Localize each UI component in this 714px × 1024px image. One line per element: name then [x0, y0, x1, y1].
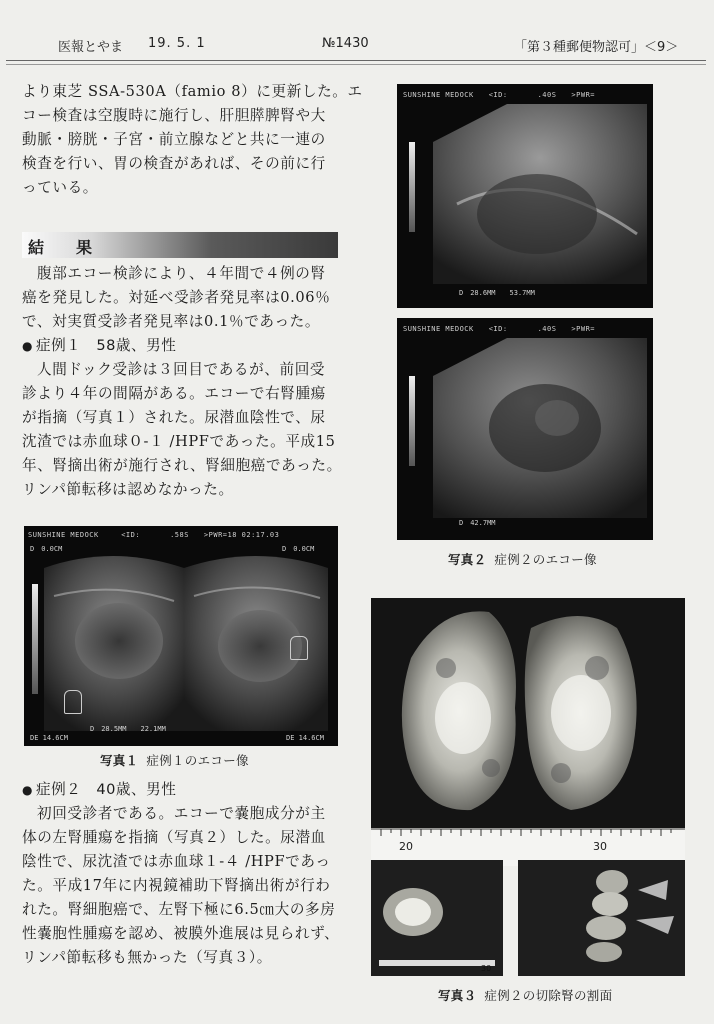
depth-extent-label: DE 14.6CM: [30, 734, 68, 742]
case1-heading: ● 症例１ 58歳、男性: [22, 337, 177, 354]
results-and-case1: [22, 262, 344, 502]
case2-line: リンパ節転移も無かった（写真３）。: [22, 949, 272, 966]
photo1-ultrasound: [24, 526, 338, 746]
intro-paragraph: [22, 80, 363, 200]
ruler-label-20: 20: [399, 840, 413, 853]
depth-extent-label: DE 14.6CM: [286, 734, 324, 742]
measurement-label: D 28.6MM 53.7MM: [459, 289, 535, 297]
case1-line: リンパ節転移は認めなかった。: [22, 481, 234, 498]
page-header: [0, 28, 714, 56]
grayscale-bar: [409, 142, 415, 232]
case2-line: れた。腎細胞癌で、左腎下極に6.5㎝大の多房: [22, 901, 336, 918]
intro-line: っている。: [22, 179, 98, 196]
depth-label: D 0.0CM: [282, 545, 315, 553]
photo2-caption: 写真２ 症例２のエコー像: [448, 552, 597, 567]
case2-line: た。平成17年に内視鏡補助下腎摘出術が行わ: [22, 877, 331, 894]
depth-label: D 0.0CM: [30, 545, 63, 553]
kidney-slices: [518, 860, 685, 976]
case1-line: 診より４年の間隔がある。エコーで右腎腫瘍: [22, 385, 326, 402]
results-line: で、対実質受診者発見率は0.1％であった。: [22, 313, 321, 330]
intro-line: 動脈・膀胱・子宮・前立腺などと共に一連の: [22, 131, 326, 148]
photo2-ultrasound-upper: [397, 84, 653, 308]
measurement-label: D 42.7MM: [459, 519, 496, 527]
case2-line: 初回受診者である。エコーで嚢胞成分が主: [37, 805, 326, 822]
body-marker-icon: [64, 690, 82, 714]
case2: [22, 778, 344, 970]
kidney-slice: [371, 860, 503, 976]
grayscale-bar: [409, 376, 415, 466]
case2-heading: ● 症例２ 40歳、男性: [22, 781, 177, 798]
intro-line: コー検査は空腹時に施行し、肝胆膵脾腎や大: [22, 107, 326, 124]
ultrasound-image: [397, 84, 653, 308]
photo3-slice-left: [371, 860, 503, 976]
results-line: 腹部エコー検診により、４年間で４例の腎: [37, 265, 326, 282]
measurement-label: D 28.5MM 22.1MM: [90, 725, 166, 733]
ruler-label-30: 30: [481, 964, 492, 973]
case2-line: 性嚢胞性腫瘍を認め、被膜外進展は見られず、: [22, 925, 340, 942]
body-marker-icon: [290, 636, 308, 660]
issue-date: 19. 5. 1: [148, 36, 206, 51]
case1-line: が指摘（写真１）された。尿潜血陰性で、尿: [22, 409, 326, 426]
case1-line: 人間ドック受診は３回目であるが、前回受: [37, 361, 326, 378]
intro-line: より東芝 SSA-530A（famio 8）に更新した。エ: [22, 83, 363, 100]
photo2-ultrasound-lower: [397, 318, 653, 540]
postal-certification: 「第３種郵便物認可」＜9＞: [514, 40, 679, 55]
results-heading-bar: [22, 232, 338, 258]
ultrasound-image: [397, 318, 653, 540]
ultrasound-header-text: SUNSHINE MEDOCK <ID: .40S >PWR=: [403, 325, 596, 333]
results-heading: 結 果: [28, 238, 101, 257]
header-rule: [6, 60, 706, 65]
results-line: 癌を発見した。対延べ受診者発見率は0.06％: [22, 289, 331, 306]
intro-line: 検査を行い、胃の検査があれば、その前に行: [22, 155, 326, 172]
case2-line: 体の左腎腫瘍を指摘（写真２）した。尿潜血: [22, 829, 326, 846]
photo3-kidney-section: [371, 598, 685, 828]
case2-line: 陰性で、尿沈渣では赤血球１‐４ /HPFであっ: [22, 853, 331, 870]
ultrasound-header-text: SUNSHINE MEDOCK <ID: .58S >PWR=18 02:17.03: [28, 531, 280, 539]
ultrasound-header-text: SUNSHINE MEDOCK <ID: .40S >PWR=: [403, 91, 596, 99]
case1-line: 沈渣では赤血球０‐１ /HPFであった。平成15: [22, 433, 336, 450]
grayscale-bar: [32, 584, 38, 694]
kidney-photo: [371, 598, 685, 828]
publication-name: 医報とやま: [58, 40, 124, 55]
issue-number: №1430: [322, 36, 369, 51]
case1-line: 年、腎摘出術が施行され、腎細胞癌であった。: [22, 457, 342, 474]
photo1-caption: 写真１ 症例１のエコー像: [100, 753, 249, 768]
photo3-caption: 写真３ 症例２の切除腎の割面: [438, 988, 613, 1003]
photo3-slice-right: [518, 860, 685, 976]
ruler-label-30: 30: [593, 840, 607, 853]
